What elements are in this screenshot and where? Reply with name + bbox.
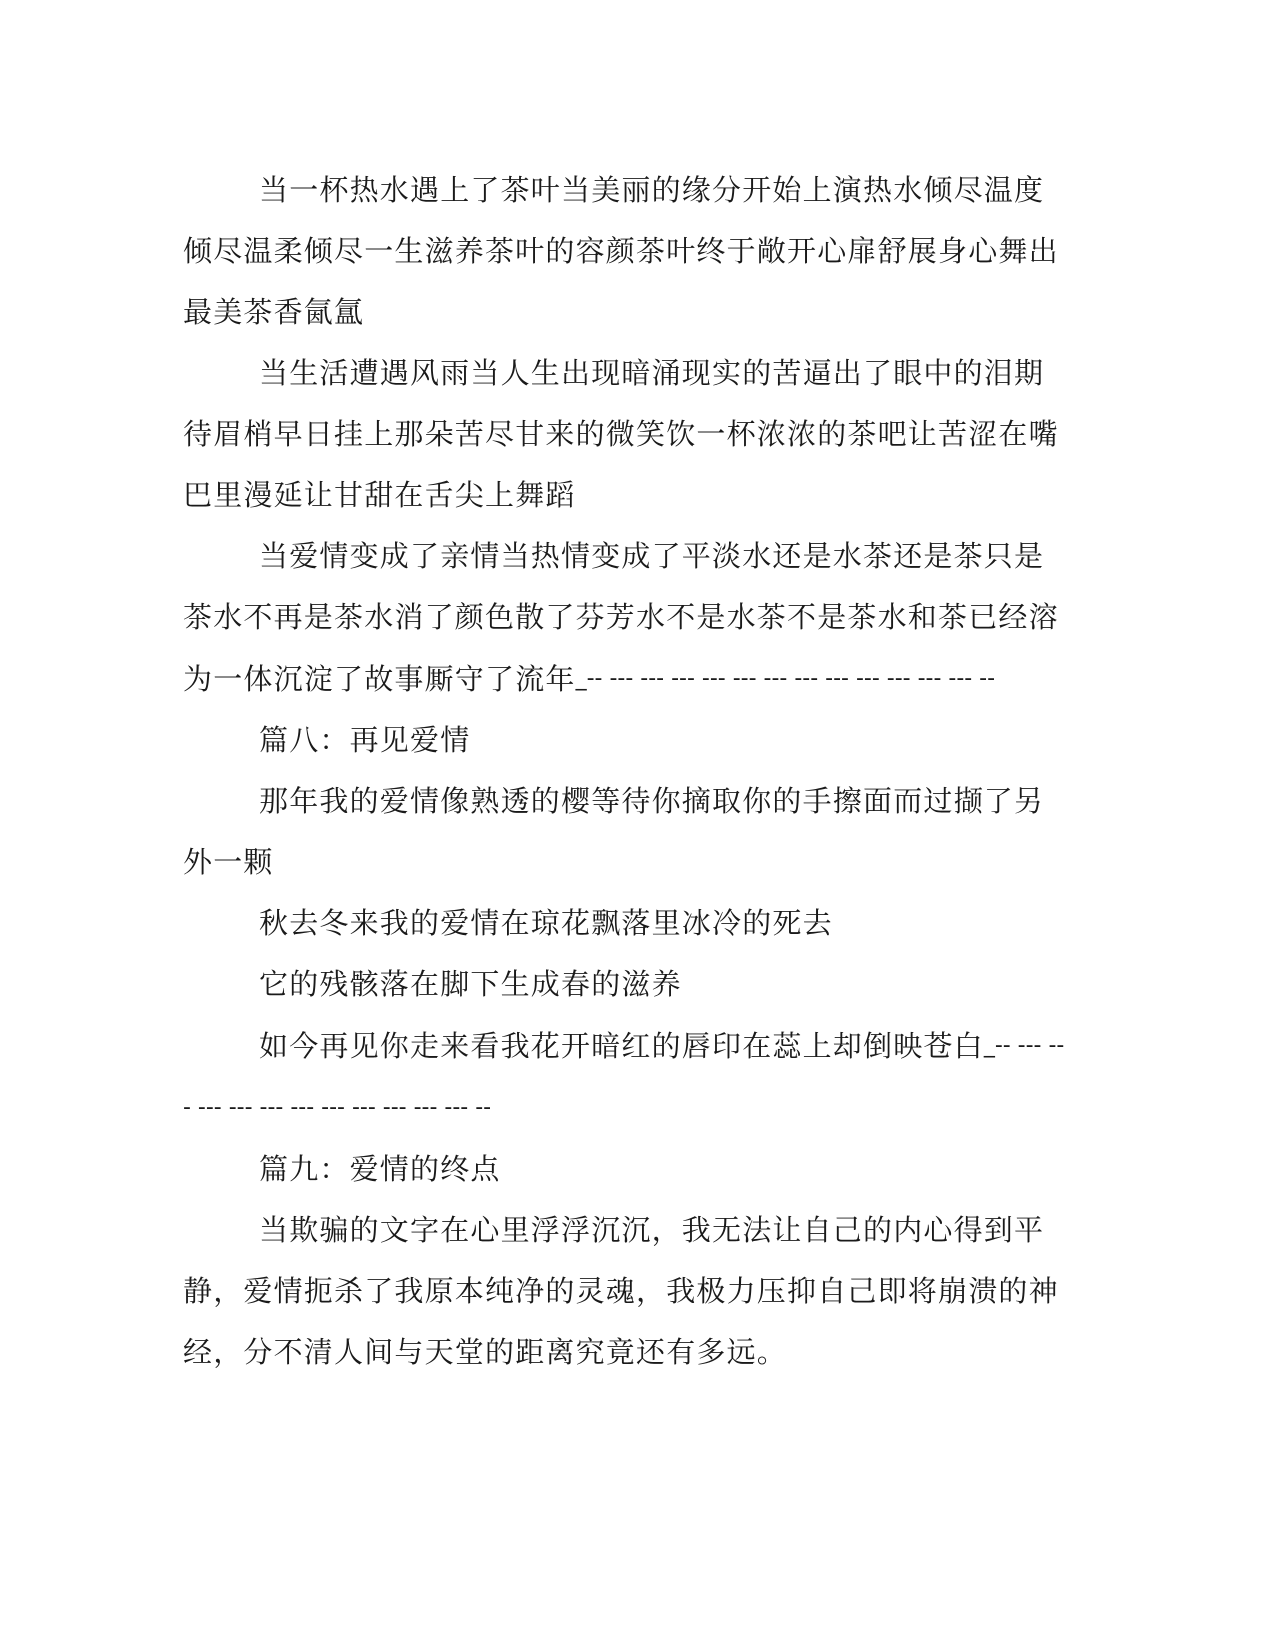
paragraph-text: 那年我的爱情像熟透的樱等待你摘取你的手擦面而过撷了另外一颗 bbox=[183, 784, 1045, 879]
paragraph-meet-again bbox=[183, 1015, 1068, 1139]
section-heading-9 bbox=[183, 1139, 1068, 1200]
paragraph-life-storm bbox=[183, 343, 1068, 526]
heading-text: 篇九：爱情的终点 bbox=[259, 1152, 501, 1186]
paragraph-text: 当一杯热水遇上了茶叶当美丽的缘分开始上演热水倾尽温度倾尽温柔倾尽一生滋养茶叶的容颜茶叶终于敞开心扉舒展身心舞出最美茶香氤氲 bbox=[183, 173, 1059, 329]
paragraph-love-to-family bbox=[183, 526, 1068, 710]
dashed-trail: _-- --- --- --- --- --- --- --- --- --- --- --- -- bbox=[183, 1033, 1065, 1120]
dashed-trail: _-- --- --- --- --- --- --- --- --- --- --- --- --- -- bbox=[575, 666, 996, 691]
heading-text: 篇八：再见爱情 bbox=[259, 723, 471, 757]
paragraph-text: 当生活遭遇风雨当人生出现暗涌现实的苦逼出了眼中的泪期待眉梢早日挂上那朵苦尽甘来的微笑饮一杯浓浓的茶吧让苦涩在嘴巴里漫延让甘甜在舌尖上舞蹈 bbox=[183, 356, 1059, 512]
paragraph-text: 当爱情变成了亲情当热情变成了平淡水还是水茶还是茶只是茶水不再是茶水消了颜色散了芬芳水不是水茶不是茶水和茶已经溶为一体沉淀了故事厮守了流年 bbox=[183, 539, 1059, 696]
section-heading-8 bbox=[183, 710, 1068, 771]
paragraph-remains bbox=[183, 954, 1068, 1015]
paragraph-autumn-winter bbox=[183, 893, 1068, 954]
paragraph-cherry bbox=[183, 771, 1068, 893]
paragraph-deception bbox=[183, 1200, 1068, 1383]
paragraph-tea-water bbox=[183, 160, 1068, 343]
paragraph-text: 秋去冬来我的爱情在琼花飘落里冰冷的死去 bbox=[259, 906, 833, 940]
paragraph-text: 它的残骸落在脚下生成春的滋养 bbox=[259, 967, 682, 1001]
document-body bbox=[183, 160, 1068, 1383]
paragraph-text: 如今再见你走来看我花开暗红的唇印在蕊上却倒映苍白 bbox=[259, 1029, 984, 1063]
paragraph-text: 当欺骗的文字在心里浮浮沉沉，我无法让自己的内心得到平静，爱情扼杀了我原本纯净的灵魂，我极力压抑自己即将崩溃的神经，分不清人间与天堂的距离究竟还有多远。 bbox=[183, 1213, 1059, 1369]
